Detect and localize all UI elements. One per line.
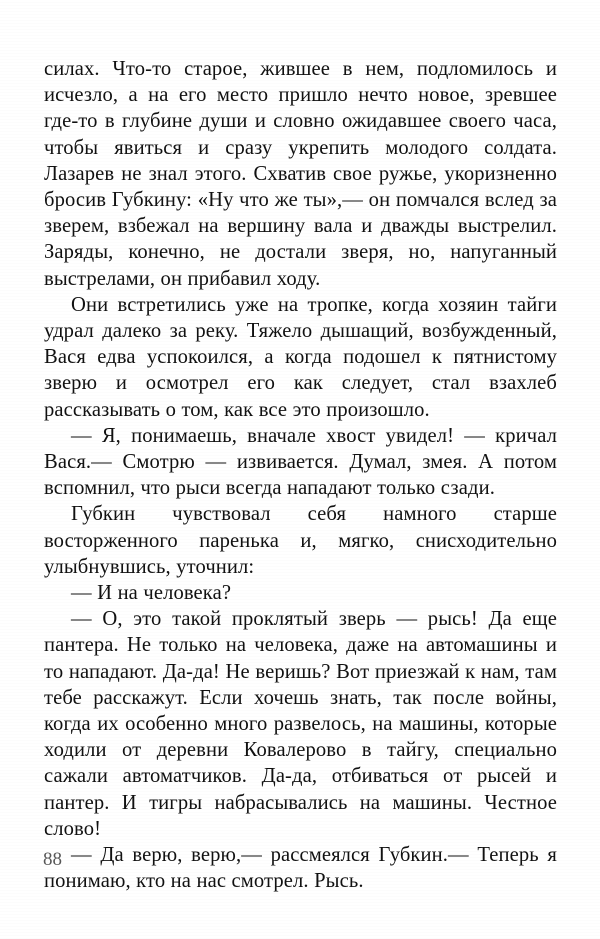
paragraph: — Я, понимаешь, вначале хвост увидел! — кричал Вася.— Смотрю — извивается. Думал, змея. А потом вспомнил, что рыси всегда нападают только сзади. [44, 424, 557, 500]
page-text-block [44, 56, 557, 895]
paragraph: — Да верю, верю,— рассмеялся Губкин.— Теперь я понимаю, кто на нас смотрел. Рысь. [44, 844, 557, 893]
paragraph: — И на человека? [71, 582, 232, 605]
paragraph: силах. Что-то старое, жившее в нем, подломилось и исчезло, а на его место пришло нечто новое, зревшее где-то в глубине души и словно ожидавшее своего часа, чтобы явиться и сразу укрепить молодого солдата. Лазарев не знал этого. Схватив свое ружье, укоризненно бросив Губкину: «Ну что же ты»,— он помчался вслед за зверем, взбежал на вершину вала и дважды выстрелил. Заряды, конечно, не достали зверя, но, напуганный выстрелами, он прибавил ходу. [44, 58, 557, 290]
paragraph: Они встретились уже на тропке, когда хозяин тайги удрал далеко за реку. Тяжело дышащий, возбужденный, Вася едва успокоился, а когда подошел к пятнистому зверю и осмотрел его как следует, стал взахлеб рассказывать о том, как все это произошло. [44, 293, 557, 421]
page-number: 88 [43, 849, 62, 870]
paragraph: Губкин чувствовал себя намного старше восторженного паренька и, мягко, снисходительно улыбнувшись, уточнил: [44, 503, 557, 578]
paragraph: — О, это такой проклятый зверь — рысь! Да еще пантера. Не только на человека, даже на автомашины и то нападают. Да-да! Не веришь? Вот приезжай к нам, там тебе расскажут. Если хочешь знать, так после войны, когда их особенно много развелось, на машины, которые ходили от деревни Ковалерово в тайгу, специально сажали автоматчиков. Да-да, отбиваться от рысей и пантер. И тигры набрасывались на машины. Честное слово! [44, 608, 557, 840]
